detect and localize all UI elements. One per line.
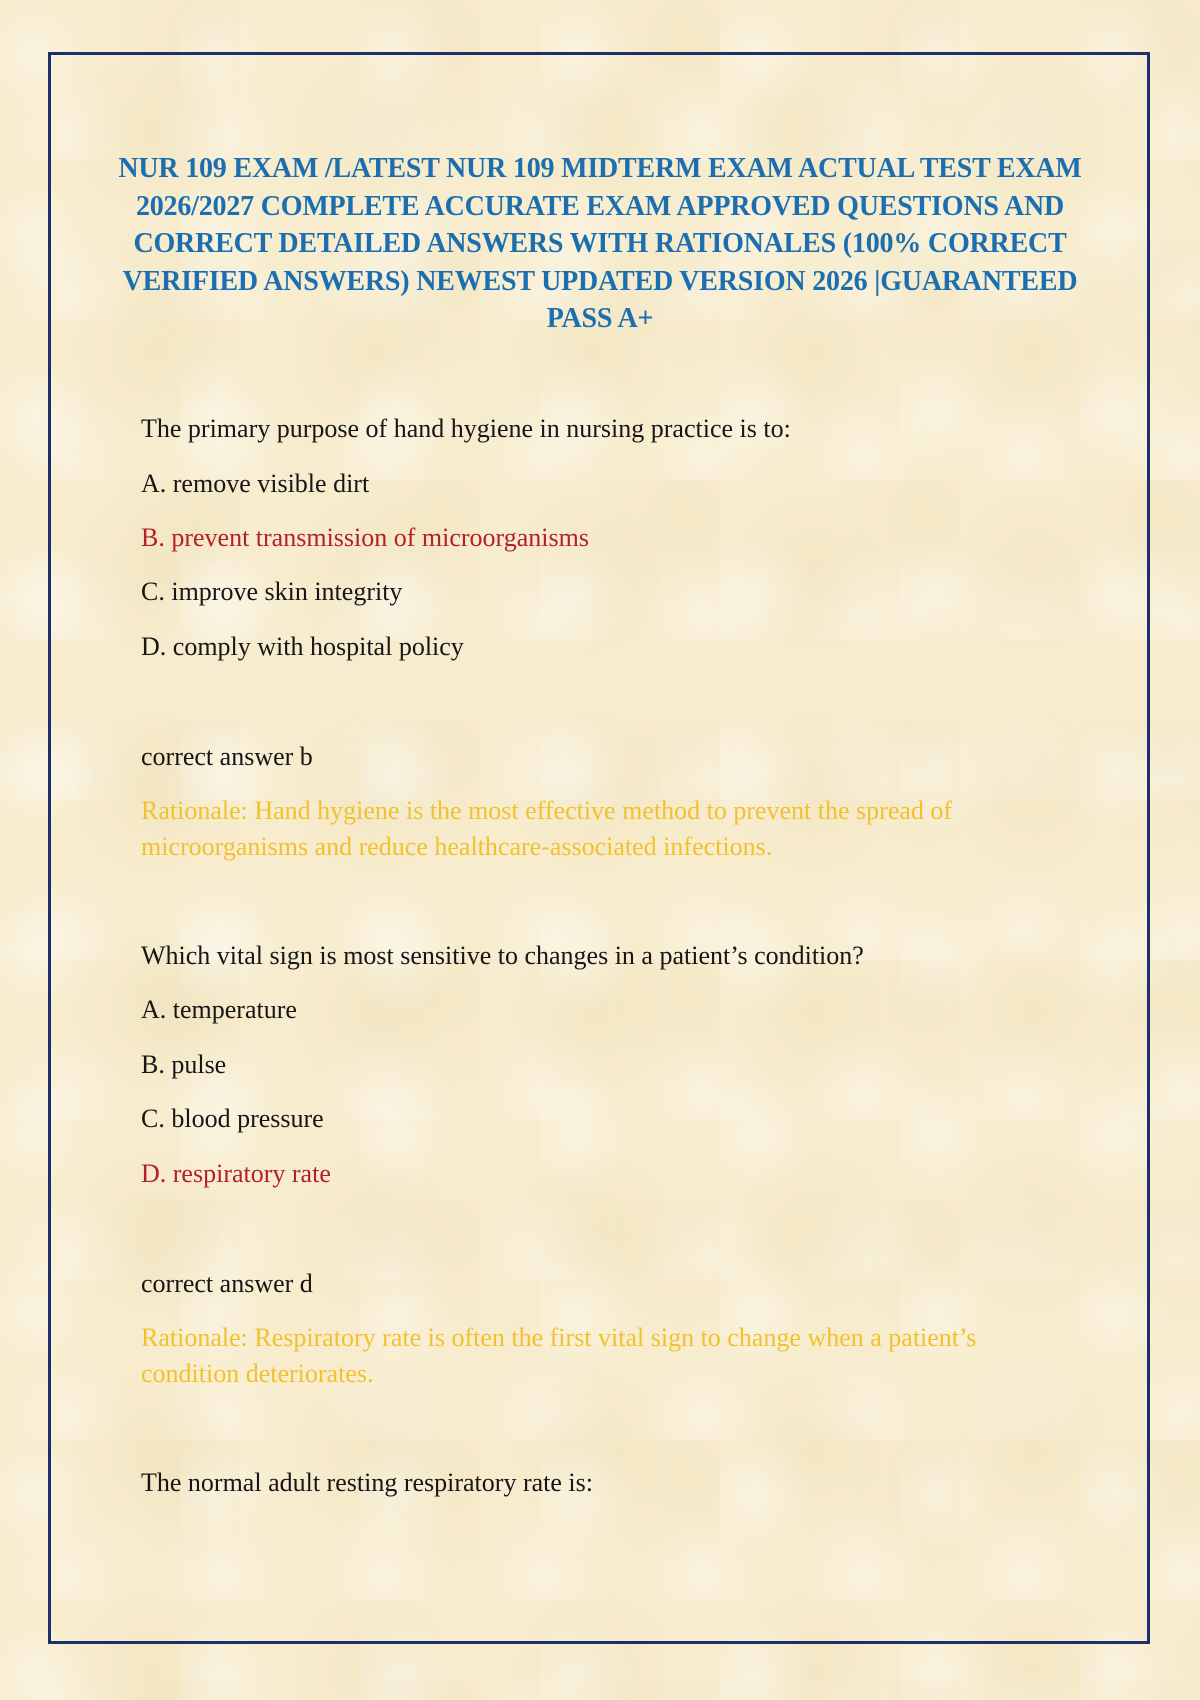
question-2-option-a: A. temperature xyxy=(141,995,297,1024)
question-1-answer: correct answer b xyxy=(141,742,313,771)
question-2-text: Which vital sign is most sensitive to changes in a patient’s condition? xyxy=(141,941,864,970)
question-2-option-b: B. pulse xyxy=(141,1050,227,1079)
question-1-text: The primary purpose of hand hygiene in nursing practice is to: xyxy=(141,414,791,443)
question-1-option-c: C. improve skin integrity xyxy=(141,577,403,606)
question-1-option-d: D. comply with hospital policy xyxy=(141,632,464,661)
question-1-option-b: B. prevent transmission of microorganisms xyxy=(141,523,589,552)
question-3-text: The normal adult resting respiratory rate is: xyxy=(141,1468,593,1497)
question-1-rationale: Rationale: Hand hygiene is the most effective method to prevent the spread of microorganisms and reduce healthcare-associated infections. xyxy=(141,796,953,861)
question-2-rationale: Rationale: Respiratory rate is often the first vital sign to change when a patient’s condition deteriorates. xyxy=(141,1323,977,1388)
question-2-option-d: D. respiratory rate xyxy=(141,1159,331,1188)
question-2-answer: correct answer d xyxy=(141,1269,313,1298)
question-1-option-a: A. remove visible dirt xyxy=(141,469,370,498)
question-2-option-c: C. blood pressure xyxy=(141,1104,324,1133)
document-title: NUR 109 EXAM /LATEST NUR 109 MIDTERM EXAM ACTUAL TEST EXAM 2026/2027 COMPLETE ACCURATE EXAM APPROVED QUESTIONS AND CORRECT DETAILED ANSWERS WITH RATIONALES (100% CORRECT VERIFIED ANSWERS) NEWEST UPDATED VERSION 2026 |GUARANTEED PASS A+ xyxy=(118,153,1082,334)
